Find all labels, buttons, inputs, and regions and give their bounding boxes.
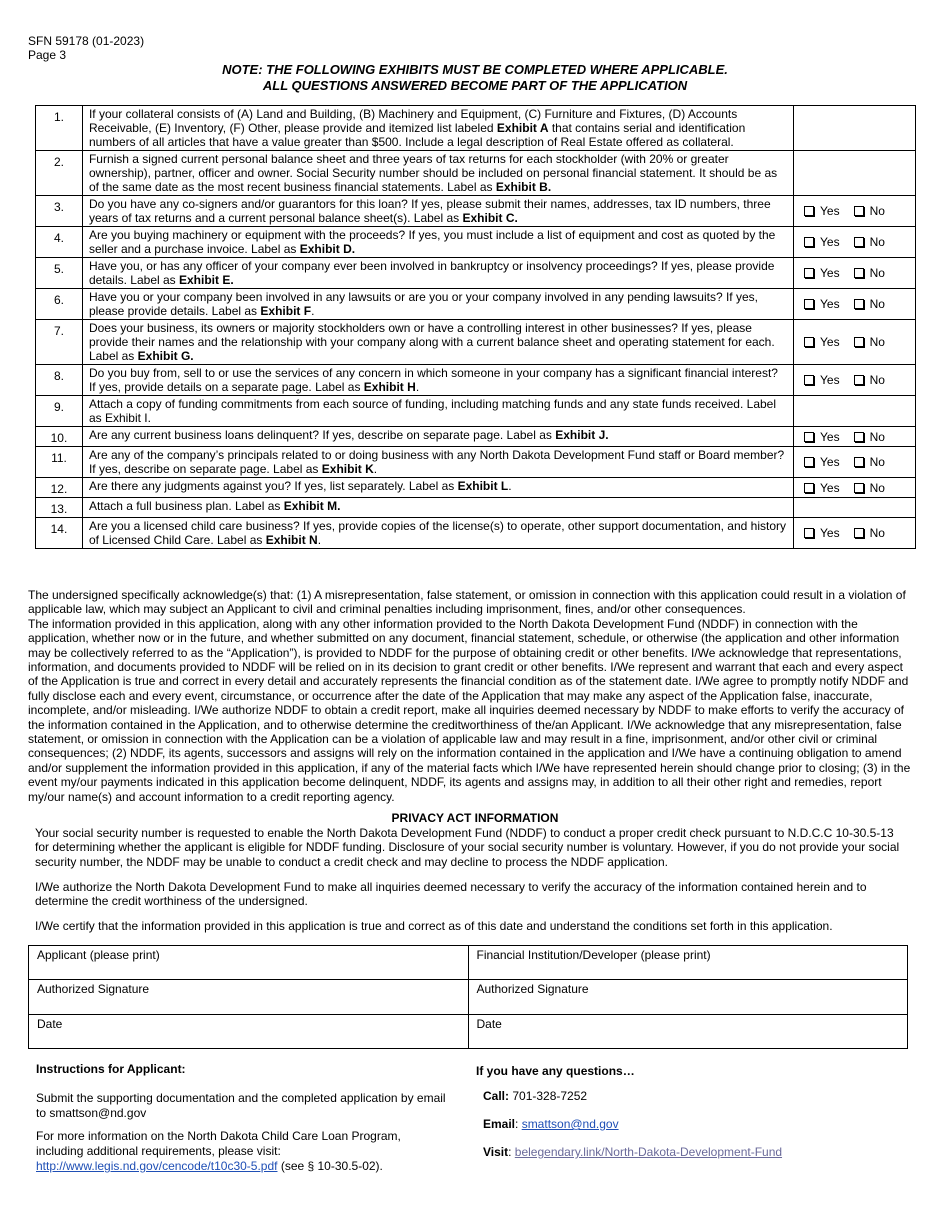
yes-no-options [794, 518, 916, 549]
empty-answer-cell [794, 396, 916, 427]
yes-checkbox[interactable] [804, 206, 814, 216]
exhibit-question [82, 320, 793, 365]
exhibit-number: 1. [36, 106, 83, 151]
exhibit-label: Exhibit D. [299, 242, 356, 256]
acknowledgment-text [28, 588, 914, 804]
visit-line [476, 1145, 916, 1160]
no-label: No [869, 373, 885, 387]
no-checkbox[interactable] [854, 268, 864, 278]
exhibit-row [36, 478, 916, 498]
email-label: Email [483, 1117, 516, 1131]
exhibit-text: Are you a licensed child care business? If yes, provide copies of the license(s) to operate, other support documentation, and history of Licensed Child Care. Label as [88, 519, 786, 547]
no-option[interactable] [854, 297, 885, 311]
exhibit-number: 2. [36, 151, 83, 196]
no-label: No [869, 235, 885, 249]
yes-checkbox[interactable] [804, 237, 814, 247]
institution-name-field[interactable]: Financial Institution/Developer (please print) [468, 946, 908, 980]
exhibit-label: Exhibit N [265, 533, 318, 547]
yes-no-options [794, 258, 916, 289]
exhibit-label: Exhibit H [363, 380, 416, 394]
yes-no-options [794, 365, 916, 396]
exhibit-label: Exhibit G. [137, 349, 194, 363]
exhibit-question [82, 227, 793, 258]
yes-option[interactable] [804, 235, 840, 249]
visit-separator: : [508, 1145, 515, 1159]
call-line [476, 1089, 916, 1104]
acknowledgment-paragraph: The undersigned specifically acknowledge(s) that: (1) A misrepresentation, false statement, or omission in connection with this application could result in a violation of applicable law, which may subject an Applicant to civil and criminal penalties including imprisonment, fines, and/or other consequences. [28, 588, 906, 617]
yes-option[interactable] [804, 373, 840, 387]
exhibit-text: Do you have any co-signers and/or guarantors for this loan? If yes, please submit their names, addresses, tax ID numbers, three years of tax returns and a current personal balance sheet(s). Label as [88, 197, 771, 225]
no-option[interactable] [854, 481, 885, 495]
exhibit-label: Exhibit M. [283, 499, 341, 513]
privacy-text: Your social security number is requested to enable the North Dakota Development Fund (NDDF) to conduct a proper credit check pursuant to N.D.C.C 10-30.5-13 for determining whether the applicant is eligible for NDDF funding. Disclosure of your social security number is voluntary. However, if you do not provide your social security number, the NDDF may be unable to conduct a credit check and may decline to process the NDDF application. [35, 826, 900, 869]
exhibit-row [36, 227, 916, 258]
exhibit-label: Exhibit K [321, 462, 374, 476]
exhibit-number: 9. [36, 396, 83, 427]
exhibit-question [82, 518, 793, 549]
applicant-date-field[interactable]: Date [29, 1015, 469, 1049]
yes-option[interactable] [804, 455, 840, 469]
yes-no-options [794, 427, 916, 447]
yes-label: Yes [820, 429, 840, 444]
yes-checkbox[interactable] [804, 375, 814, 385]
exhibit-label: Exhibit L [457, 479, 509, 493]
no-label: No [869, 480, 885, 495]
exhibit-row [36, 289, 916, 320]
exhibit-text: If your collateral consists of (A) Land and Building, (B) Machinery and Equipment, (C) Furniture and Fixtures, (D) Accounts Receivable, (E) Inventory, (F) Other, please provide and itemized list labeled [88, 107, 738, 135]
yes-option[interactable] [804, 430, 840, 444]
yes-no-options [794, 196, 916, 227]
yes-option[interactable] [804, 266, 840, 280]
yes-checkbox[interactable] [804, 299, 814, 309]
exhibit-row [36, 498, 916, 518]
exhibit-row [36, 365, 916, 396]
no-checkbox[interactable] [854, 528, 864, 538]
no-checkbox[interactable] [854, 457, 864, 467]
exhibit-row [36, 258, 916, 289]
no-label: No [869, 526, 885, 540]
yes-label: Yes [820, 266, 840, 280]
exhibit-row [36, 396, 916, 427]
yes-checkbox[interactable] [804, 337, 814, 347]
exhibit-question [82, 447, 793, 478]
yes-checkbox[interactable] [804, 268, 814, 278]
exhibit-text: Furnish a signed current personal balance sheet and three years of tax returns for each stockholder (with 20% or greater ownership), partner, officer and owner. Social Security number should be included on personal financial statement. It should be as of the same date as the most recent business financial statements. Label as [88, 152, 778, 194]
empty-answer-cell [794, 106, 916, 151]
form-header [28, 34, 144, 62]
exhibit-text-end: . [317, 533, 322, 547]
exhibit-number: 11. [36, 447, 83, 478]
exhibit-label: Exhibit F [260, 304, 312, 318]
empty-answer-cell [794, 151, 916, 196]
exhibit-row [36, 518, 916, 549]
yes-no-options [794, 320, 916, 365]
exhibit-number: 5. [36, 258, 83, 289]
applicant-name-field[interactable]: Applicant (please print) [29, 946, 469, 980]
empty-answer-cell [794, 498, 916, 518]
signature-table [28, 945, 908, 1049]
yes-label: Yes [820, 335, 840, 349]
email-link[interactable]: smattson@nd.gov [521, 1117, 619, 1131]
exhibit-label: Exhibit A [496, 121, 549, 135]
more-info-text: For more information on the North Dakota Child Care Loan Program, including additional requirements, please visit: [36, 1129, 401, 1158]
exhibit-text-end: . [311, 304, 315, 318]
exhibit-text: Do you buy from, sell to or use the services of any concern in which someone in your company has a significant financial interest? If yes, provide details on a separate page. Label as [88, 366, 778, 394]
exhibit-text-end: that contains serial and identification numbers of all articles that have a value greater than $500. Include a legal description of Real Estate offered as collateral. [88, 121, 746, 149]
exhibit-question [82, 151, 793, 196]
visit-label: Visit [483, 1145, 509, 1159]
yes-checkbox[interactable] [804, 432, 814, 442]
note-line-1: NOTE: THE FOLLOWING EXHIBITS MUST BE COMPLETED WHERE APPLICABLE. [222, 62, 728, 77]
exhibits-table [35, 105, 916, 549]
exhibit-text: Attach a copy of funding commitments from each source of funding, including matching funds and any state funds received. Label as Exhibit I. [88, 397, 777, 425]
no-option[interactable] [854, 235, 885, 249]
questions-section [476, 1064, 916, 1160]
no-option[interactable] [854, 335, 885, 349]
no-checkbox[interactable] [854, 483, 864, 493]
institution-date-field[interactable]: Date [468, 1015, 908, 1049]
no-checkbox[interactable] [854, 337, 864, 347]
yes-option[interactable] [804, 335, 840, 349]
yes-no-options [794, 227, 916, 258]
exhibit-text: Does your business, its owners or majority stockholders own or have a controlling interest in other businesses? If yes, please provide their names and the relationship with your company along with a current balance sheet and operating statement for each. Label as [88, 321, 775, 363]
note-line-2: ALL QUESTIONS ANSWERED BECOME PART OF THE APPLICATION [262, 78, 688, 93]
exhibit-row [36, 196, 916, 227]
exhibit-label: Exhibit J. [555, 428, 609, 442]
yes-label: Yes [820, 235, 840, 249]
institution-signature-field[interactable]: Authorized Signature [468, 980, 908, 1015]
yes-checkbox[interactable] [804, 457, 814, 467]
no-label: No [869, 429, 885, 444]
exhibit-text: Have you, or has any officer of your company ever been involved in bankruptcy or insolvency proceedings? If yes, please provide details. Label as [88, 259, 775, 287]
no-label: No [869, 204, 885, 218]
page-number: Page 3 [28, 48, 67, 62]
email-line [476, 1117, 916, 1132]
exhibit-number: 7. [36, 320, 83, 365]
exhibit-question [82, 427, 793, 447]
exhibit-question [82, 396, 793, 427]
information-paragraph: The information provided in this application, along with any other information provided to the North Dakota Development Fund (NDDF) in connection with the application, whether now or in the future, and whether submitted on any document, financial statement, schedule, or otherwise (the application and other information may be collectively referred to as the “Application”), is provided to NDDF for the purpose of obtaining credit or other benefits. I/We acknowledge that representations, information, and documents provided to NDDF will be relied on in its decision to grant credit or other benefits. I/We represent and warrant that each and every aspect of the Application is true and correct in every detail and accurately represents the financial condition as of the statement date. I/We agree to promptly notify NDDF and fully disclose each and every event, circumstance, or occurrence after the date of the Application that may make any aspect of the Application false, inaccurate, incomplete, and/or misleading. I/We authorize NDDF to obtain a credit report, make all inquiries deemed necessary by NDDF to make efforts to verify the accuracy of the information contained in the Application, and to otherwise determine the creditworthiness of the/an Applicant. I/We acknowledge that any misrepresentation, false statement, or omission in connection with the Application can be a violation of applicable law and may result in a fine, imprisonment, and/or other civil or criminal consequences; (2) NDDF, its agents, successors and assigns will rely on the information contained in the application and I/We have a continuing obligation to amend and/or supplement the information provided in this application, if any of the material facts which I/We have represented herein should change prior to closing; (3) in the event my/our payments indicated in this application become delinquent, NDDF, its agents and assigns may, in addition to all their other right and remedies, report my/our name(s) and account information to a credit reporting agency. [28, 616, 911, 804]
instructions-submit: Submit the supporting documentation and the completed application by email to smattson@nd.gov [36, 1091, 446, 1120]
yes-option[interactable] [804, 526, 840, 540]
exhibit-text: Have you or your company been involved in any lawsuits or are you or your company involved in any pending lawsuits? If yes, please provide details. Label as [88, 290, 758, 318]
form-id: SFN 59178 (01-2023) [28, 34, 145, 48]
yes-label: Yes [820, 204, 840, 218]
exhibit-text-end: . [508, 479, 512, 493]
exhibit-question [82, 289, 793, 320]
exhibit-number: 6. [36, 289, 83, 320]
yes-label: Yes [820, 373, 840, 387]
exhibit-row [36, 427, 916, 447]
exhibit-row [36, 151, 916, 196]
no-option[interactable] [854, 430, 885, 444]
yes-option[interactable] [804, 297, 840, 311]
yes-label: Yes [820, 526, 840, 540]
no-option[interactable] [854, 373, 885, 387]
call-label: Call: [483, 1089, 510, 1103]
exhibit-number: 8. [36, 365, 83, 396]
yes-option[interactable] [804, 481, 840, 495]
exhibit-text: Are there any judgments against you? If yes, list separately. Label as [88, 479, 458, 493]
exhibit-label: Exhibit B. [495, 180, 552, 194]
yes-label: Yes [820, 455, 840, 469]
authorize-text: I/We authorize the North Dakota Development Fund to make all inquiries deemed necessary to verify the accuracy of the information contained herein and to determine the credit worthiness of the undersigned. [35, 880, 867, 909]
statute-link[interactable]: http://www.legis.nd.gov/cencode/t10c30-5.pdf [36, 1159, 278, 1173]
yes-checkbox[interactable] [804, 483, 814, 493]
yes-no-options [794, 289, 916, 320]
certify-text: I/We certify that the information provided in this application is true and correct as of this date and understand the conditions set forth in this application. [35, 919, 833, 933]
no-checkbox[interactable] [854, 237, 864, 247]
exhibit-number: 3. [36, 196, 83, 227]
no-label: No [869, 455, 885, 469]
no-checkbox[interactable] [854, 432, 864, 442]
exhibit-text: Are you buying machinery or equipment with the proceeds? If yes, you must include a list of equipment and cost as quoted by the seller and a purchase invoice. Label as [88, 228, 776, 256]
yes-checkbox[interactable] [804, 528, 814, 538]
exhibit-number: 14. [36, 518, 83, 549]
instructions-title: Instructions for Applicant: [36, 1062, 186, 1076]
exhibit-number: 12. [36, 478, 83, 498]
no-label: No [869, 297, 885, 311]
instructions-section [36, 1062, 446, 1182]
exhibits-note [0, 62, 950, 94]
exhibit-row [36, 106, 916, 151]
exhibit-text-end: . [415, 380, 420, 394]
no-option[interactable] [854, 266, 885, 280]
yes-no-options [794, 478, 916, 498]
exhibit-question [82, 498, 793, 518]
questions-title: If you have any questions… [476, 1064, 635, 1078]
statute-link-suffix: (see § 10-30.5-02). [277, 1159, 383, 1173]
no-option[interactable] [854, 204, 885, 218]
no-option[interactable] [854, 526, 885, 540]
exhibit-number: 13. [36, 498, 83, 518]
exhibit-text: Are any of the company’s principals related to or doing business with any North Dakota Development Fund staff or Board member? If yes, describe on separate page. Label as [88, 448, 785, 476]
exhibit-question [82, 258, 793, 289]
privacy-title: PRIVACY ACT INFORMATION [391, 811, 559, 825]
visit-link[interactable]: belegendary.link/North-Dakota-Development-Fund [514, 1145, 783, 1159]
exhibit-label: Exhibit E. [179, 273, 234, 287]
yes-option[interactable] [804, 204, 840, 218]
exhibit-text: Attach a full business plan. Label as [88, 499, 284, 513]
exhibit-question [82, 478, 793, 498]
exhibit-text-end: . [373, 462, 378, 476]
yes-label: Yes [820, 297, 840, 311]
no-checkbox[interactable] [854, 375, 864, 385]
exhibit-label: Exhibit C. [462, 211, 518, 225]
exhibit-question [82, 196, 793, 227]
exhibit-text: Are any current business loans delinquent? If yes, describe on separate page. Label as [88, 428, 556, 442]
exhibit-question [82, 365, 793, 396]
email-separator: : [515, 1117, 522, 1131]
exhibit-question [82, 106, 793, 151]
exhibit-row [36, 320, 916, 365]
no-option[interactable] [854, 455, 885, 469]
no-label: No [869, 335, 885, 349]
exhibit-row [36, 447, 916, 478]
yes-label: Yes [820, 480, 840, 495]
exhibit-number: 4. [36, 227, 83, 258]
no-label: No [869, 266, 885, 280]
no-checkbox[interactable] [854, 299, 864, 309]
no-checkbox[interactable] [854, 206, 864, 216]
call-value: 701-328-7252 [509, 1089, 588, 1103]
applicant-signature-field[interactable]: Authorized Signature [29, 980, 469, 1015]
yes-no-options [794, 447, 916, 478]
instructions-more-info [36, 1129, 446, 1174]
exhibit-number: 10. [36, 427, 83, 447]
